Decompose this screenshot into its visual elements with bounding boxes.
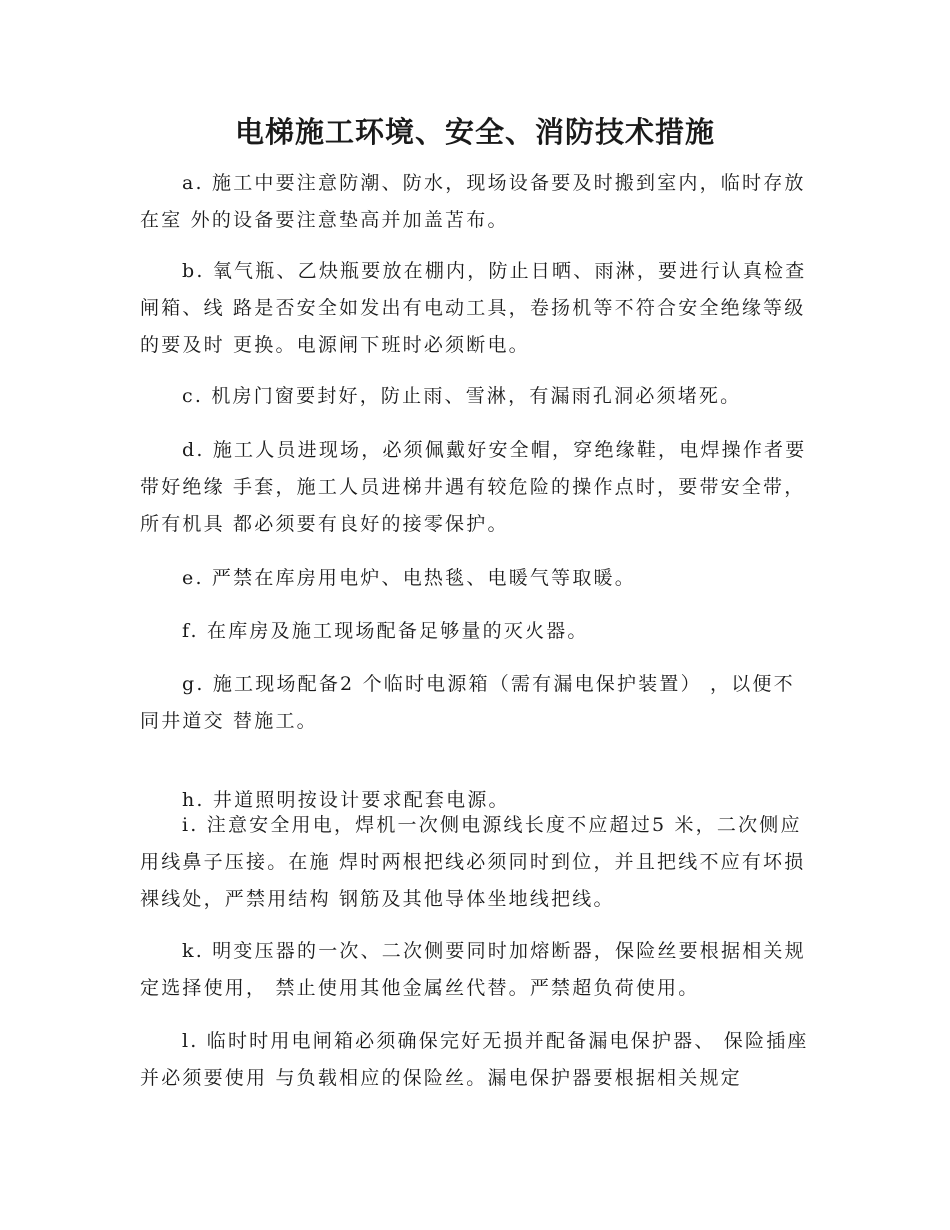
- paragraph-g: g. 施工现场配备2 个临时电源箱（需有漏电保护装置） ，以便不同井道交 替施工。: [140, 673, 795, 732]
- paragraph-b: b. 氧气瓶、乙炔瓶要放在棚内，防止日晒、雨淋，要进行认真检查闸箱、线 路是否安全如发出有电动工具，卷扬机等不符合安全绝缘等级的要及时 更换。电源闸下班时必须断电。: [140, 260, 807, 356]
- paragraph-e: e. 严禁在库房用电炉、电热毯、电暖气等取暖。: [182, 567, 636, 589]
- paragraph-d: d. 施工人员进现场，必须佩戴好安全帽，穿绝缘鞋，电焊操作者要带好绝缘 手套，施工人员进梯井遇有较危险的操作点时，要带安全带，所有机具 都必须要有良好的接零保护。: [140, 439, 807, 535]
- paragraph-l: l. 临时时用电闸箱必须确保完好无损并配备漏电保护器、 保险插座并必须要使用 与负载相应的保险丝。漏电保护器要根据相关规定: [140, 1030, 809, 1089]
- paragraph-c: c. 机房门窗要封好，防止雨、雪淋，有漏雨孔洞必须堵死。: [182, 385, 742, 407]
- paragraph-h: h. 井道照明按设计要求配套电源。: [182, 789, 510, 811]
- paragraph-f: f. 在库房及施工现场配备足够量的灭火器。: [182, 620, 589, 642]
- document-title: 电梯施工环境、安全、消防技术措施: [234, 115, 715, 149]
- paragraph-a: a. 施工中要注意防潮、防水，现场设备要及时搬到室内，临时存放在室 外的设备要注意垫高并加盖苫布。: [140, 172, 806, 231]
- paragraph-k: k. 明变压器的一次、二次侧要同时加熔断器，保险丝要根据相关规定选择使用， 禁止使用其他金属丝代替。严禁超负荷使用。: [140, 940, 806, 999]
- paragraph-i: i. 注意安全用电，焊机一次侧电源线长度不应超过5 米，二次侧应用线鼻子压接。在施 焊时两根把线必须同时到位，并且把线不应有坏损裸线处，严禁用结构 钢筋及其他导体坐地线把线。: [140, 814, 806, 910]
